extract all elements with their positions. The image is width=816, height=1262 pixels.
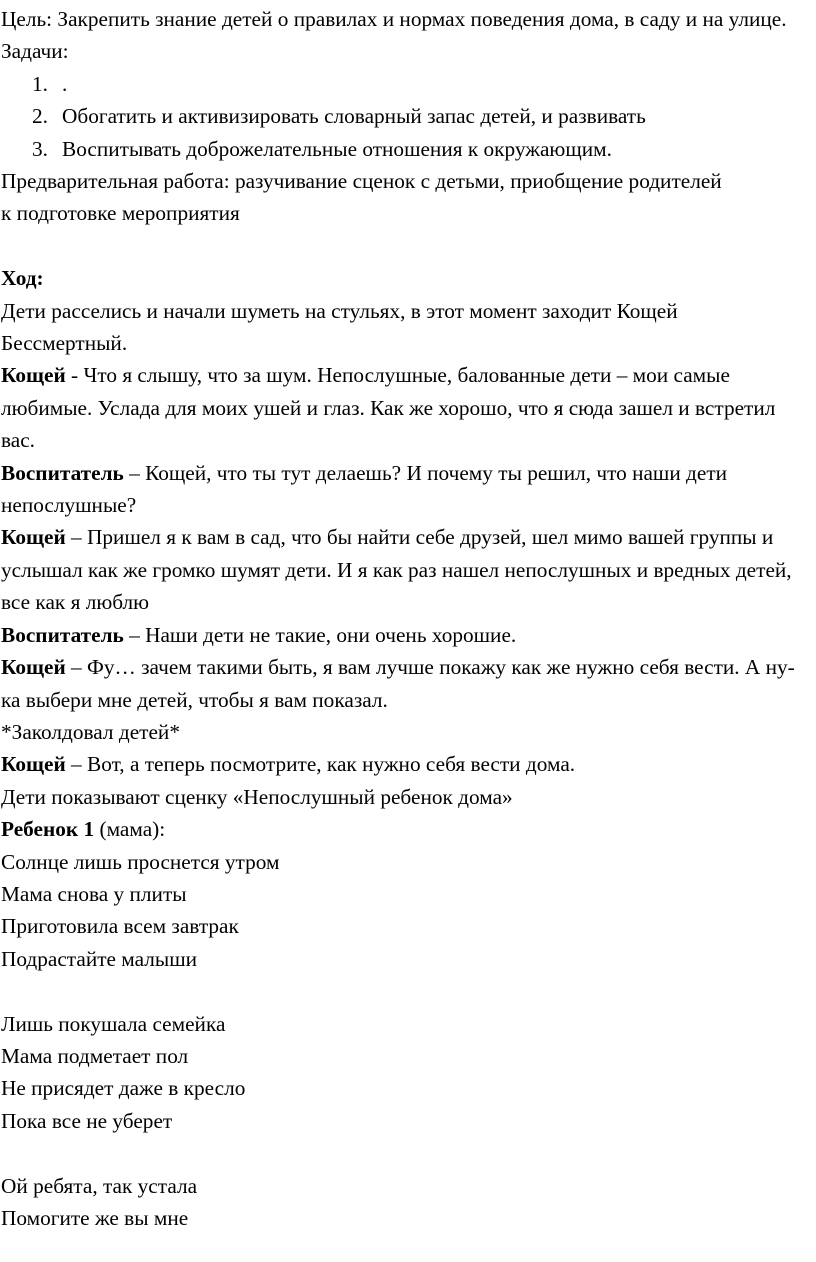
speaker-name: Воспитатель <box>1 460 124 485</box>
list-item-text: Обогатить и активизировать словарный запас детей, и развивать <box>62 104 646 129</box>
dialogue-line <box>1 457 801 522</box>
speech-text: – Вот, а теперь посмотрите, как нужно себя вести дома. <box>65 752 576 777</box>
verse-line: Приготовила всем завтрак <box>1 914 239 939</box>
tasks-list <box>1 68 816 165</box>
list-item <box>32 133 816 165</box>
list-item-text: Воспитывать доброжелательные отношения к окружающим. <box>62 136 612 161</box>
list-item <box>32 100 816 132</box>
speaker-name: Воспитатель <box>1 622 124 647</box>
spacer <box>1 1137 816 1169</box>
dialogue-line <box>1 359 806 456</box>
verse-line: Мама подметает пол <box>1 1043 189 1068</box>
speech-text: - Что я слышу, что за шум. Непослушные, балованные дети – мои самые любимые. Услада для моих ушей и глаз. Как же хорошо, что я сюда зашел и встретил вас. <box>1 363 776 453</box>
list-item-text: . <box>62 71 68 96</box>
dialogue-line <box>1 748 816 780</box>
list-item-number: 1. <box>32 71 48 96</box>
dialogue-line <box>1 521 797 618</box>
speaker-name: Ребенок 1 <box>1 817 95 842</box>
speaker-name: Кощей <box>1 363 66 388</box>
spacer <box>1 230 816 262</box>
verse-line: Подрастайте малыши <box>1 946 198 971</box>
spacer <box>1 975 816 1007</box>
scene-intro: Дети показывают сценку «Непослушный ребенок дома» <box>1 784 513 809</box>
list-item <box>32 68 816 100</box>
course-heading <box>1 262 816 294</box>
dialogue-line <box>1 651 801 716</box>
speech-text: – Фу… зачем такими быть, я вам лучше покажу как же нужно себя вести. А ну-ка выбери мне детей, чтобы я вам показал. <box>1 655 795 712</box>
goal-paragraph: Цель: Закрепить знание детей о правилах и нормах поведения дома, в саду и на улице. <box>1 7 787 31</box>
tasks-label: Задачи: <box>1 39 69 64</box>
stage-note: *Заколдовал детей* <box>1 719 180 744</box>
speech-text: – Кощей, что ты тут делаешь? И почему ты решил, что наши дети непослушные? <box>1 460 728 518</box>
speech-text: – Наши дети не такие, они очень хорошие. <box>123 622 517 647</box>
prelim-paragraph: Предварительная работа: разучивание сценок с детьми, приобщение родителей к подготовке мероприятия <box>1 169 722 226</box>
list-item-number: 2. <box>32 104 48 129</box>
dialogue-line <box>1 813 816 845</box>
verse-line: Солнце лишь проснется утром <box>1 849 280 874</box>
verse-line: Не присядет даже в кресло <box>1 1076 246 1101</box>
speaker-name: Кощей <box>1 525 66 550</box>
dialogue-line <box>1 619 811 651</box>
verse-line: Ой ребята, так устала <box>1 1173 198 1198</box>
course-label: Ход: <box>1 266 44 291</box>
speech-text: – Пришел я к вам в сад, что бы найти себе друзей, шел мимо вашей группы и услышал как же громко шумят дети. И я как раз нашел непослушных и вредных детей, все как я люблю <box>1 525 792 615</box>
verse-line: Мама снова у плиты <box>1 881 187 906</box>
speaker-name: Кощей <box>1 655 66 680</box>
speaker-name: Кощей <box>1 752 66 777</box>
verse-line: Лишь покушала семейка <box>1 1011 226 1036</box>
verse-line: Пока все не уберет <box>1 1108 173 1133</box>
intro-paragraph: Дети расселись и начали шуметь на стульях, в этот момент заходит Кощей Бессмертный. <box>1 298 678 356</box>
list-item-number: 3. <box>32 136 48 161</box>
speech-text: (мама): <box>94 817 166 842</box>
verse-line: Помогите же вы мне <box>1 1205 189 1230</box>
